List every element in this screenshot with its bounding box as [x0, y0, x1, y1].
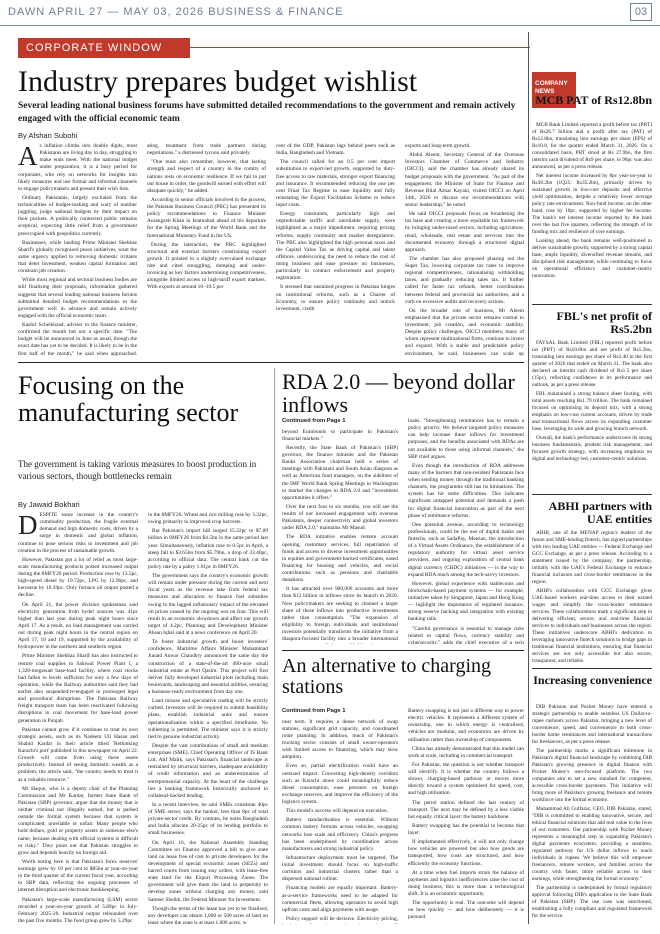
feature-left-column-1 — [18, 512, 138, 924]
sidebar-story-4 — [532, 704, 652, 924]
feature-rda-body — [282, 418, 524, 644]
paragraph: Land misuse and speculative trading will be strictly curbed. Investors will be required to submit feasibility plans, establish industrial units and ensure operationalisation within a specified timeframe. No subletting is permitted. The minister says it is strictly tied to genuine industrial activity. — [148, 698, 268, 740]
paragraph: ating, treatment from trade partners during negotiations," a distressed tycoon said privately. — [147, 143, 266, 157]
paragraph: While most regional and sectoral business bodies are still finalising their proposals, information gathered suggests that several leading national business forums submitted detailed budget recommendations to the government well in advance and remain actively engaged with the official economic team. — [18, 277, 137, 319]
paragraph: Ordinary Pakistanis, largely excluded from the technicalities of budget-making and wary of number juggling, judge national budgets by their impact on their pockets. A politically connected public remains sceptical, expecting little relief from a government preoccupied with geopolitics currently. — [18, 194, 137, 237]
paragraph: Even though the introduction of RDA addresses many of the barriers that non-resident Pakistanis face when sending money through the traditional banking channels, the programme still has its limitations. The system has hit some difficulties. This indicates significant untapped potential and demands a push for digital financial innovation as part of the next phase of remittance reforms. — [408, 462, 524, 519]
paragraph: Muhammad Ali Gulfaraz, CEO, DIB Pakistan, stated, "DIB is committed to enabling innovative, secure, and ethical financial solutions that add real value to the lives of our customers. Our partnership with Pocket Money represents a meaningful step in expanding Pakistan's digital payments ecosystem, providing a seamless, regulated pathway for US dollar inflows to reach individuals in rupees. We believe this will empower freelancers, remote workers, and families across the country with faster, more reliable access to their earnings, while strengthening the formal economy." — [532, 805, 652, 882]
page-header — [0, 0, 660, 26]
feature-rda-headline: RDA 2.0 — beyond dollar inflows — [282, 369, 515, 418]
lead-column-4 — [405, 143, 524, 358]
paragraph: During the interaction, the PBC highlighted structural and external barriers constraining export growth. It pointed to a slightly overvalued exchange rate and cited smuggling, dumping and under-invoicing as key factors undermining competitiveness, alongside limited access to high-tariff export markets. With exports at around 10–10.5 per — [147, 241, 266, 291]
paragraph: Even so, partial electrification could have an outsized impact. Converting high-density corridors such as Karachi alone could meaningfully reduce diesel consumption, ease pressure on foreign exchange reserves, and improve the efficiency of the logistics system. — [282, 763, 398, 806]
feature-left-byline: By Jawaid Bokhari — [18, 500, 80, 509]
paragraph: At a time when fuel imports strain the balance of payments and logistics inefficiencies raise the cost of doing business, this is more than a technological shift. It is an economic opportunity. — [408, 869, 524, 897]
paragraph: But Pakistan's import bill surged 15.22pc to $7.09 billion in 8MFY26 from $4.5bn in the same period last year. Simultaneously, inflation rose to 0.5pc in April, a steep fall to $3.65bn from $5.79bn, a drop of 33.40pc, according to official data. The central bank cut the policy rate by a paltry 1.61pc in 8MFY26. — [148, 528, 268, 570]
sidebar-headline-3: ABHI partners with UAE entities — [548, 499, 652, 527]
paragraph: The RDA initiative enables remote account opening, customary services, full repatriation of funds and access to diverse investment opportunities in equities and government-backed certificates, eased financing for housing and vehicles, and social contributions such as pensions and charitable donations. — [282, 534, 398, 584]
paragraph: It stressed that sustained progress in Pakistan hinges on institutional reforms, such as a Charter of Economy, to ensure policy continuity and unlock investment, credit — [276, 284, 395, 312]
lead-body — [18, 143, 524, 358]
dropcap: A — [18, 143, 38, 171]
dropcap: D — [18, 512, 38, 540]
paragraph: It has attracted over 900,000 accounts and more than $12 billion in inflows since its launch in 2020. Now policymakers are seeking to channel a larger share of these inflows into productive investments rather than consumption. "The expansion of eligibility to foreign individuals and institutional investors potentially transforms the initiative from a diaspora-focused facility into a broader international — [282, 586, 398, 643]
paragraph: DIB Pakistan and Pocket Money have entered a strategic partnership to enable seamless US Dollar-to-rupee cashouts across Pakistan, bringing a new level of convenience, speed, and convenience to both cross-border home remittances and international transactions for freelancers, as per a press release. — [532, 704, 652, 745]
paragraph: If implemented effectively, it will not only change how vehicles are powered but also how goods are transported, how costs are structured, and how efficiently the economy functions. — [408, 839, 524, 867]
lead-column-2 — [147, 143, 266, 358]
paragraph: in the 8MFY26. Wheat and rice milling rose by 3.32pc, owing primarily to improved crop harvests. — [148, 512, 268, 526]
paragraph: Pakistan cannot grow if it continues to treat its own strategic assets, such as its Nadeem Uli Hasan and Shahid Kardar in their article titled 'Rethinking Karachi's port' published in this newspaper on April 22. Growth will come from using these assets productively. Instead of seeing domestic wealth as a problem, the article said, "the country needs to treat it as a valuable resource." — [18, 726, 138, 783]
divider — [532, 494, 652, 495]
divider — [18, 362, 524, 363]
feature-rda-column-2 — [408, 418, 524, 644]
paragraph: The council called for an 0.5 per cent import substitution to export-led growth, supported by duty-free access to raw materials, stronger export financing and insurance. It recommended reducing the one per cent Final Tax Regime to ease liquidity and fully reinstating the Export Facilitation Scheme to reduce input costs. — [276, 159, 395, 208]
paragraph: Recently, the State Bank of Pakistan's (SBP) governor, the finance minister and the Pakistan Banks Association chairman held a series of meetings with Pakistani and South Asian diaspora as well as American fund managers, on the sidelines of the IMF World Bank Spring Meetings in Washington to market the changes to RDA 2.0 and "investment opportunities it offers." — [282, 444, 398, 501]
paragraph: The chamber has also proposed phasing out the Super Tax, lowering corporate tax rates to improve regional competitiveness, rationalising withholding taxes, and gradually reducing sales tax. It further called for faster tax refunds, better coordination between federal and provincial tax authorities, and a curb on excessive audits and recovery actions. — [405, 255, 524, 305]
paragraph: Though the terms of the lease has yet to be finalised, any developer can obtain 1,000 or 500 acres of land on lease where the zone is at least 1,000 acres, w — [148, 905, 268, 924]
paragraph: Businesses, while lauding Prime Minister Shehbaz Sharif's globally recognised peace initiatives, want the same urgency applied to removing domestic irritants that deter investment, weaken capital formation and constrain job creation. — [18, 239, 137, 275]
paragraph: Infrastructure deployment must be targeted. The initial investment should focus on high-traffic corridors and industrial clusters rather than a dispersed national rollout. — [282, 854, 398, 883]
paragraph: On April 16, the National Assembly Standing Committee on Finance approved a bill to give state land on lease free of cost to private developers for the development of special economic zones (SEZs) and barred courts from issuing stay orders, with lease-free state land for the Export Processing Zones. The government will give them the land in perpetuity to develop zones without charging any money, said Sameer Sheikh, the Federal Minister for Investment. — [148, 839, 268, 903]
sidebar-headline-1: MCB PAT of Rs12.8bn — [535, 93, 652, 107]
paragraph: Prime Minister Shehbaz Sharif has also instructed to restore coal supplies to Sahiwal Power Plant 1, a 1,320-megawatt base-load facility, where coal stocks had fallen to levels sufficient for only a few days of operation, while the Railway authorities said they had earlier also suspended/re-engaged in prolonged legal and procedural disruptions. The Pakistan Railway freight transport team has been reactivated following disruptions in coal movement for base-load power generation in Punjab. — [18, 653, 138, 724]
folio: DAWN APRIL 27 — MAY 03, 2026 BUSINESS & FINANCE — [8, 6, 344, 18]
feature-charging-headline: An alternative to charging stations — [282, 655, 492, 698]
section-divider — [190, 47, 530, 48]
feature-charging-column-1 — [282, 708, 398, 924]
paragraph: Battery swapping is not just a different way to power electric vehicles. It represents a different system of ownership, one in which energy is centralised, vehicles are modular, and economics are driven by utilisation rather than ownership of components. — [408, 708, 524, 743]
feature-charging-body — [282, 708, 524, 924]
lead-deck: Several leading national business forums have submitted detailed recommendations to the government and remain actively engaged with the official economic team — [18, 101, 516, 124]
paragraph: s inflation climbs into double digits, most Pakistanis are living day to day, struggling to make ends meet. With the national budget under preparation, it is a busy period for corporates, who rely on networks for insights into likely measures and use formal and informal channels to engage policymakers and present their wish lists. — [18, 143, 137, 192]
paragraph: The opportunity is real. The outcome will depend on how quickly — and how deliberately — it is pursued. — [408, 900, 524, 921]
paragraph: ABHI, one of the MENAP region's leaders of the future and SME-lending fintech, has signed partnerships with two leading UAE entities — Federal Exchange and GCC Exchange, as per a press release. According to a statement issued by the company, the partnership, initially with the UAE's Federal Exchange to enhance financial inclusion and cross-border remittances in the region. — [532, 530, 652, 585]
lead-headline: Industry prepares budget wishlist — [18, 65, 418, 98]
paragraph: The petrol station defined the last century of transport. The next may be defined by a less visible but equally critical layer: the battery backbone. — [408, 799, 524, 820]
divider — [532, 668, 652, 669]
paragraph: However, global experience with stablecoins and blockchain-based payment systems — for example, initiatives taken by Singapore, Japan and Hong Kong — highlight the importance of regulated issuance, strong reserve backing and integration with existing banking rails. — [408, 580, 524, 623]
paragraph: Energy constraints, particularly high and unpredictable tariffs and unreliable supply, were highlighted as a major impediment, requiring pricing reforms, supply continuity and market deregulation. The PBC also highlighted the high personal taxes and the Capital Value Tax as driving capital and talent offshore, underscoring the need to reduce the cost of doing business and ease pressure on businesses, particularly in contract enforcement and property registration. — [276, 211, 395, 282]
paragraph: Mr Haque, who is a deputy chair of the Planning Commission and Mr Kardar, former State Bank of Pakistan (SBP) governor, argue that the money that is neither criminal nor illegally earned, but is parked outside the formal system because that system is complicated, unreliable or unfair. Many people who hold dollars, gold or property assets in someone else's name, because dealing with official systems is difficult or risky." They point out that Pakistan struggles to grow and depends heavily on foreign aid. — [18, 785, 138, 856]
paragraph: The partnership is underpinned by formal regulatory approval following DIB's application to the State Bank of Pakistan (SBP). The use case was sanctioned, establishing a fully compliant and regulated framework for the service. — [532, 884, 652, 919]
feature-left-column-2 — [148, 512, 268, 924]
author-note — [408, 924, 524, 925]
divider — [532, 304, 652, 305]
paragraph: For Pakistan, the question is not whether transport will electrify. It is whether the country follows a slower, charging-based pathway or moves more directly toward a system optimised for speed, cost, and high utilisation. — [408, 761, 524, 797]
paragraph: Worth noting here is that Pakistan's forex reserves' earnings grew by 10 per cent to $85bn at year-on-year in the third quarter of the current fiscal year, according to SBP data, reflecting the ongoing processes of internet disruption and electronic bookkeeping. — [18, 858, 138, 894]
paragraph: To foster industrial growth and boost investors' confidence, Maritime Affairs Minister Muhammad Junaid Anwar Chaudhry announced the same day the construction of a state-of-the-art 400-acre small industrial estate at Port Qasim. This project will first deliver fully developed industrial plots including main boulevards, landscaping and essential utilities, ensuring a business-ready environment from day one. — [148, 639, 268, 695]
feature-left-deck: The government is taking various measures to boost production in various sectors, though bottlenecks remain — [18, 459, 257, 482]
paragraph: FBL maintained a strong balance sheet footing, with total assets reaching Rs1.79 trillion. The bank remained focused on optimising its deposit mix, with a strong emphasis on low-cost current accounts, driven by trade and transactional flows across its expanding customer base, leveraging its wide and growing branch network. — [532, 390, 652, 432]
paragraph: Policy support will be decisive. Electricity pricing, — [286, 915, 398, 922]
feature-left-body — [18, 512, 268, 924]
sidebar-headline-4: Increasing convenience — [533, 673, 652, 687]
continued-label: Continued from Page 1 — [282, 708, 346, 714]
paragraph: Battery swapping has the potential to become that layer. — [408, 822, 524, 836]
paragraph: Kashif Scheikhzad, adviser to the finance minister, confirmed the month but not a specific date. "The budget will be announced in June as usual, though the exact date has yet to be decided. It is likely to be in the first half of the month," he said when approached. — [18, 322, 137, 357]
divider — [282, 650, 524, 651]
paragraph: Net interest income increased by 8pc year-on-year to Rs38.2bn (1Q25: Rs35.2bn), primarily driven by sustained growth in low-cost deposits and effective yield optimisation, despite a relatively lower average policy rate environment. Non-fund income, on the other hand, rose by 10pc, supported by higher fee income. The bank's net interest income reported by the bank over the last five quarters, reflecting the strength of its funding mix and resilience of core earnings. — [532, 172, 652, 235]
paragraph: However, Pakistan got a lot of relief as most large-scale manufacturing products posted increased output during the 8MFY26 period. Production rose by 13.5pc, high-speed diesel by 19.72pc, LPG by 12.96pc, and kerosene by 10.39pc. Only furnace oil output posted a decline. — [18, 556, 138, 599]
paragraph: "Careful governance is essential to manage risks related to capital flows, currency stability and cybersecurity," adds the chief executive of a tech — [408, 625, 524, 644]
paragraph: Overall, the bank's performance underscores its strong business fundamentals, prudent risk management, and focused growth strategy, with increasing emphasis on digital and technology-led, customer-centric solutions. — [532, 434, 652, 462]
paragraph: Battery standardisation is essential. Without common battery formats across vehicles, swapping networks lose scale and efficiency. China's progress has been underpinned by coordination across manufacturers and strong industrial policy. — [282, 817, 398, 852]
paragraph: ABHI's collaboration with GCC Exchange gives UAE-based workers real-time access to their earned wages and simplify the cross-border remittance services. These collaborations mark a significant step in delivering efficient, secure, and real-time financial services to individuals and businesses across the region. These initiatives underscore ABHI's dedication to leveraging innovative fintech solutions to bridge gaps in traditional financial institutions, ensuring that financial services are not only accessible but also secure, transparent, and reliable. — [532, 587, 652, 664]
paragraph: On the broader role of business, Mr Aleem emphasised that the private sector remains central to investment, job creation, and economic stability. Despite policy challenges, OICCI members, many of whom represent multinational firms, continue to invest and expand. With a stable and predictable policy environment, he said, businesses can scale up — [405, 307, 524, 357]
paragraph: cent of the GDP, Pakistan lags behind peers such as India, Bangladesh and Vietnam. — [276, 143, 395, 157]
paragraph: exports and long-term growth. — [405, 143, 471, 149]
paragraph: loans. "Strengthening remittances has to remain a policy priority. We believe targeted policy measures can help increase these inflows for investment purposes, and the benefits associated with RDAs are not available to those using informal channels," the SBP chief argues. — [408, 418, 524, 460]
paragraph: Despite the vast contributions of small and medium enterprises (SME), Chief Operating Officer of JS Bank Ltd, Atif Malik, says Pakistan's financial landscape is restrained by structural barriers, inadequate availability of credit information and an underestimation of entrepreneurial capacity. At the heart of the challenge lies a banking framework historically anchored in collateral-backed lending. — [148, 742, 268, 799]
paragraph: Looking ahead, the bank remains well-positioned to deliver sustainable growth, supported by a strong capital base, ample liquidity, diversified revenue streams, and disciplined risk management, while continuing to focus on operational efficiency and customer-centric innovation. — [532, 237, 652, 279]
paragraph: "One must also remember, however, that lasting strength and respect of a country in the comity of nations rests on economic resilience. If we fail to put our house in order, the goodwill earned with effort will dissipate quickly," he added. — [147, 159, 266, 194]
section-tag: CORPORATE WINDOW — [18, 38, 190, 58]
paragraph: Financing models are equally important. Battery-as-a-service frameworks need to be adapted for commercial fleets, allowing operators to avoid high upfront costs and align payments with usage. — [282, 885, 398, 913]
paragraph: beyond Eurobonds to participate in Pakistan's financial markets." — [282, 428, 398, 442]
sidebar-rule — [528, 32, 529, 924]
paragraph: This model's success will depend on execution. — [286, 808, 389, 815]
lead-column-3 — [276, 143, 395, 358]
feature-rda-column-1 — [282, 418, 398, 644]
sidebar-story-2 — [532, 340, 652, 492]
paragraph: China has already demonstrated that this model can work at scale, including in commercial transport. — [408, 745, 524, 759]
continued-label: Continued from Page 1 — [282, 418, 346, 424]
paragraph: Pakistan's large-scale manufacturing (LSM) sector recorded a year-on-year growth of 5.89pc in July-February 2025-26. Industrial output rebounded over the past five months. The food group grew by 5.29pc — [18, 896, 138, 924]
sidebar-headline-2: FBL's net profit of Rs5.2bn — [556, 309, 652, 337]
paragraph: The government says the country's economic growth will remain under pressure during the current and next fiscal years as the revenue take from federal tax measures and allocation to finance fuel subsidies owing to the lagged inflationary impact of the elevated oil prices caused by the ongoing war on Iran. This will result in an economic slowdown and affect our growth target of 4.2pc, Planning and Development Minister Ahsan Iqbal said at a news conference on April 20. — [148, 573, 268, 636]
feature-left-headline: Focusing on the manufacturing sector — [18, 371, 239, 428]
lead-byline: By Afshan Subohi — [18, 131, 78, 140]
paragraph: The partnership marks a significant milestone in Pakistan's digital financial landscape by combining DIB Pakistan's growing presence in digital finance with Pocket Money's user-focused platform. The two companies aim to set a new standard for competent, accessible cross-border payments. This initiative will bring more of Pakistan's growing freelance and remote workforce into the formal economy. — [532, 747, 652, 803]
paragraph: One potential avenue, according to technology professionals, could be the use of digital banks and fintechs, such as SadaPay, Meezan, the introduction of a Virtual Assets Ordinance, the establishment of a regulatory authority for virtual asset service providers, and ongoing exploration of central bank digital currency (CBDC) initiatives — is the way to expand RDA reach among the tech-savvy investors. — [408, 521, 524, 578]
column-rule — [274, 368, 275, 924]
paragraph: FAYSAL Bank Limited (FBL) reported profit before tax (PBT) of Rs10.8bn and net profit of Rs5.2bn, translating into earnings per share of Rs3.40 in the first quarter of 2026 that ended on March 31. The bank also declared an interim cash dividend of Rs1.5 per share (15pc), reflecting confidence in its performance and outlook, as per a press release. — [532, 340, 652, 388]
sidebar-story-3 — [532, 530, 652, 664]
page-number: 03 — [630, 3, 652, 21]
company-news-tag: COMPANY NEWS — [532, 72, 576, 108]
paragraph: near term. It requires a dense network of swap stations, significant grid capacity, and coordinated route planning. In addition, much of Pakistan's trucking sector consists of small owner-operators with limited access to financing, which may slow adoption. — [282, 718, 398, 761]
paragraph: In a recent interview, he said SMEs constitute 40pc of SME sector, says the banker, less than 8pc of total private-sector credit. By contrast, he notes Bangladesh and India allocate 20-25pc of its lending portfolio to small businesses. — [148, 801, 268, 837]
paragraph: According to senior officials involved in the process, the Pakistan Business Council (PBC) has presented its policy recommendations to Finance Minister Aurangzeb Khan in Islamabad ahead of his departure for the Spring Meetings of the World Bank and the International Monetary Fund in the US. — [147, 196, 266, 239]
paragraph: ESPITE some increase in the country's commodity production, the fragile external demand and high domestic costs, driven by a surge in domestic and global inflation, continue to pose serious risks to investment and job creation in the process of sustainable growth. — [18, 512, 138, 554]
paragraph: Abdul Aleem, Secretary General of the Overseas Investors Chamber of Commerce and Industry (OICCI), said the chamber has already shared its budget proposals with the government. "As part of the engagement, the Minister of State for Finance and Revenue Bilal Azhar Kayani, visited OICCI on April 14th, 2026 to discuss our recommendations with senior leadership," he noted. — [405, 152, 524, 208]
paragraph: He said OICCI proposals focus on broadening the tax base and creating a more equitable tax framework by bringing under-taxed sectors, including agriculture, retail, wholesale, real estate and services into the documented economy through a structured digital approach. — [405, 211, 524, 253]
feature-charging-column-2 — [408, 708, 524, 924]
paragraph: Over the next four to six months, you will see the results of our increased engagement with overseas Pakistanis, deeper connectivity and global investors under RDA 2.0," maintains Mr Masud. — [282, 503, 398, 532]
paragraph: MCB Bank Limited reported a profit before tax (PBT) of Rs26.7 billion and a profit after tax (PAT) of Rs12.8bn, translating into earnings per share (EPS) of Rs10.8, for the quarter ended March 31, 2026. On a consolidated basis, PBT stood at Rs 27.9bn, the first interim cash dividend of Rs9 per share, ie 90pc was also announced, as per a press release. — [532, 122, 652, 170]
sidebar-story-1 — [532, 122, 652, 300]
lead-column-1 — [18, 143, 137, 358]
paragraph: On April 21, the power division spokesman said electricity generation from hydel sources was 41pc higher than last year during peak night hours since April 17. As a result, no load management was carried out during peak night hours in the central region on April 17, 18 and 19, supported by the availability of hydropower in the northern and southern region. — [18, 601, 138, 651]
